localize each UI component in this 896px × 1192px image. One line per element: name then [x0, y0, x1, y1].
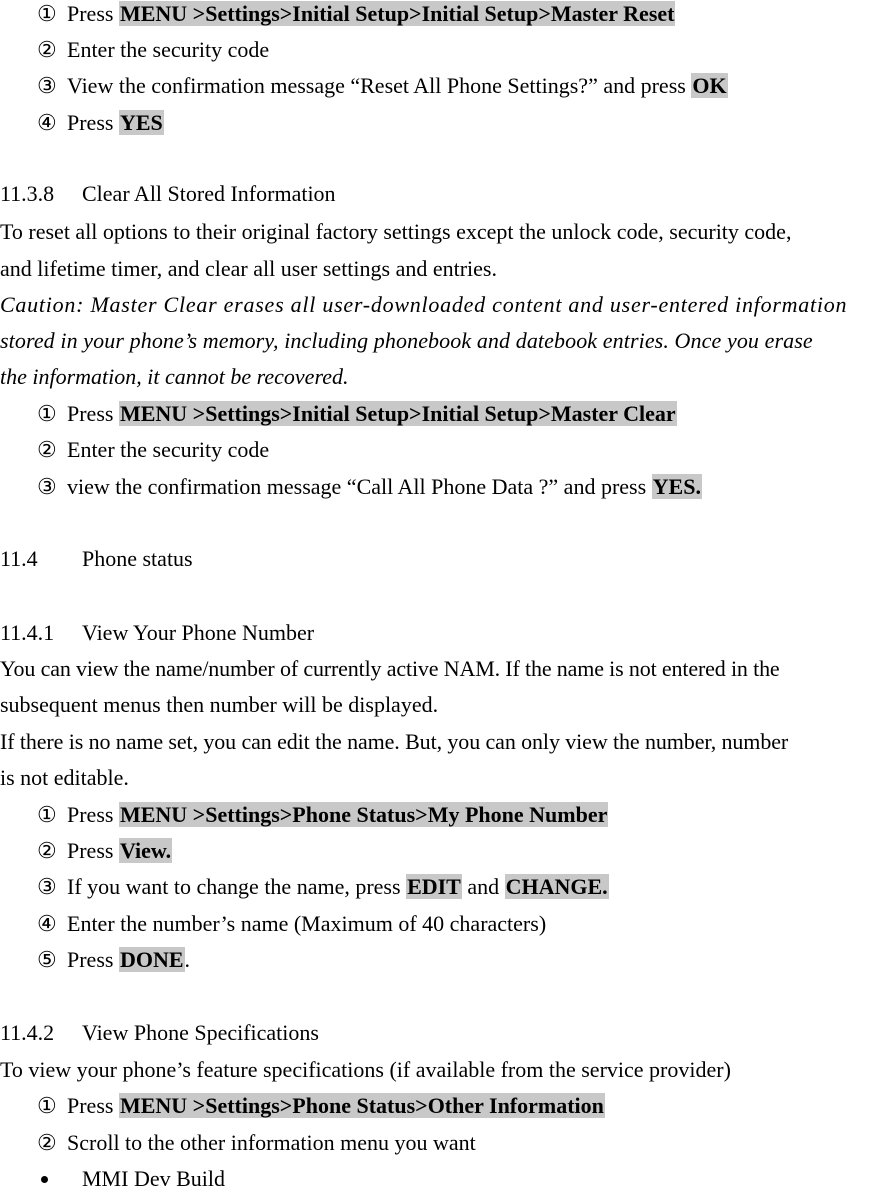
menu-path-highlight: MENU >Settings>Initial Setup>Initial Setup>Master Clear — [119, 401, 676, 426]
caution-text: Caution: Master Clear erases all user-downloaded content and user-entered information — [0, 292, 848, 317]
step-text: If you want to change the name, press — [67, 874, 407, 899]
paragraph-text: and lifetime timer, and clear all user settings and entries. — [0, 256, 497, 281]
section-title: View Phone Specifications — [82, 1020, 319, 1045]
paragraph-text: is not editable. — [0, 765, 129, 790]
step-line — [37, 1, 675, 27]
caution-line — [0, 364, 348, 390]
step-text: Press — [67, 802, 119, 827]
key-highlight: EDIT — [407, 874, 461, 899]
section-number: 11.4 — [0, 546, 38, 571]
caution-text: the information, it cannot be recovered. — [0, 364, 349, 389]
step-line — [37, 874, 609, 900]
bullet-item — [0, 1166, 300, 1192]
paragraph-line — [0, 256, 497, 282]
section-heading — [0, 181, 336, 207]
step-marker: ④ — [37, 911, 57, 936]
step-text: Enter the security code — [67, 37, 270, 62]
step-marker: ③ — [37, 73, 57, 98]
paragraph-text: subsequent menus then number will be displayed. — [0, 692, 439, 717]
step-marker: ② — [37, 1130, 57, 1155]
paragraph-text: To view your phone’s feature specifications (if available from the service provider) — [0, 1057, 731, 1082]
step-text: View the confirmation message “Reset All Phone Settings?” and press — [67, 73, 692, 98]
paragraph-line — [0, 692, 438, 718]
step-text: and — [461, 874, 505, 899]
paragraph-line — [0, 765, 129, 791]
paragraph-line — [0, 656, 780, 682]
step-line — [37, 437, 269, 463]
step-line — [37, 37, 269, 63]
key-highlight: OK — [692, 73, 727, 98]
step-marker: ④ — [37, 110, 57, 135]
menu-path-highlight: MENU >Settings>Phone Status>Other Information — [119, 1093, 604, 1118]
step-text: Enter the number’s name (Maximum of 40 characters) — [67, 911, 547, 936]
step-line — [37, 911, 546, 937]
step-text: Press — [67, 1, 119, 26]
step-line — [37, 838, 172, 864]
step-text: Press — [67, 838, 119, 863]
paragraph-text: If there is no name set, you can edit the name. But, you can only view the number, number — [0, 729, 789, 754]
key-highlight: YES. — [652, 474, 701, 499]
caution-line — [0, 328, 813, 354]
menu-path-highlight: MENU >Settings>Initial Setup>Initial Setup>Master Reset — [119, 1, 675, 26]
step-marker: ② — [37, 437, 57, 462]
step-text: Press — [67, 1093, 119, 1118]
step-marker: ① — [37, 1093, 57, 1118]
step-marker: ③ — [37, 474, 57, 499]
paragraph-line — [0, 219, 896, 245]
step-line — [37, 947, 190, 973]
step-marker: ① — [37, 401, 57, 426]
step-text: Press — [67, 947, 119, 972]
step-line — [37, 110, 164, 136]
step-line — [37, 401, 677, 427]
section-title: View Your Phone Number — [82, 620, 315, 645]
step-marker: ③ — [37, 874, 57, 899]
step-marker: ⑤ — [37, 947, 57, 972]
step-marker: ② — [37, 37, 57, 62]
step-line — [37, 1093, 605, 1119]
paragraph-line — [0, 729, 788, 755]
step-marker: ① — [37, 1, 57, 26]
bullet-icon — [41, 1176, 48, 1183]
key-highlight: DONE — [119, 947, 184, 972]
step-text: . — [184, 947, 191, 972]
step-marker: ② — [37, 838, 57, 863]
step-text: Press — [67, 110, 119, 135]
step-line — [37, 1130, 476, 1156]
paragraph-text: You can view the name/number of currently active NAM. If the name is not entered in the — [0, 656, 780, 681]
key-highlight: View. — [119, 838, 172, 863]
step-line — [37, 73, 728, 99]
menu-path-highlight: MENU >Settings>Phone Status>My Phone Number — [119, 802, 608, 827]
key-highlight: CHANGE. — [505, 874, 608, 899]
paragraph-text: To reset all options to their original factory settings except the unlock code, security code, — [0, 219, 792, 244]
step-text: Scroll to the other information menu you want — [67, 1130, 476, 1155]
step-text: Enter the security code — [67, 437, 270, 462]
section-number: 11.4.1 — [0, 620, 55, 645]
step-text: view the confirmation message “Call All Phone Data ?” and press — [67, 474, 652, 499]
section-number: 11.3.8 — [0, 181, 55, 206]
section-heading — [0, 546, 193, 572]
caution-line — [0, 292, 847, 318]
section-heading — [0, 1020, 319, 1046]
section-title: Phone status — [82, 546, 193, 571]
section-title: Clear All Stored Information — [82, 181, 336, 206]
step-line — [37, 802, 608, 828]
paragraph-line — [0, 1057, 731, 1083]
step-text: Press — [67, 401, 119, 426]
section-heading — [0, 620, 314, 646]
bullet-text: MMI Dev Build — [82, 1166, 225, 1191]
step-marker: ① — [37, 802, 57, 827]
section-number: 11.4.2 — [0, 1020, 55, 1045]
step-line — [37, 474, 702, 500]
caution-text: stored in your phone’s memory, including phonebook and datebook entries. Once you erase — [0, 328, 813, 353]
key-highlight: YES — [119, 110, 163, 135]
